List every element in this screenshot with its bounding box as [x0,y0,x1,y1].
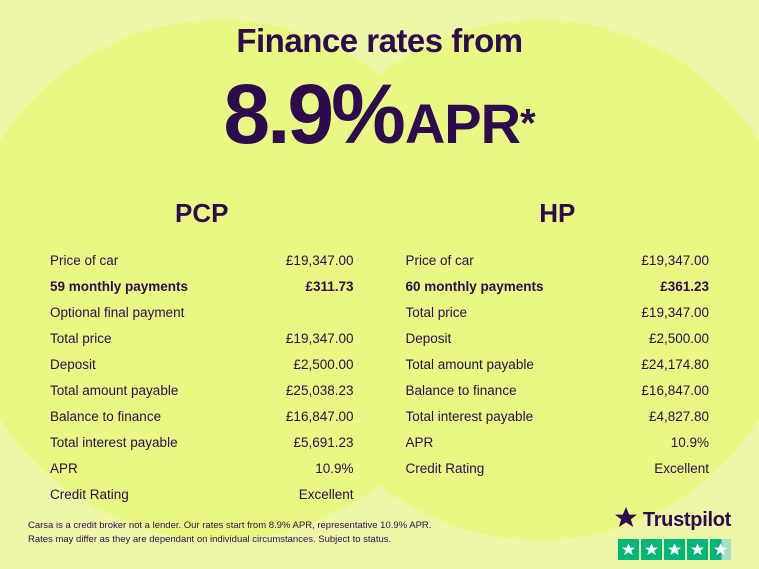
disclaimer-line-1: Carsa is a credit broker not a lender. Our rates start from 8.9% APR, representative 10.9% APR. [28,519,432,531]
row-label: 59 monthly payments [50,278,189,294]
row-value: £5,691.23 [293,434,354,450]
row-label: Deposit [405,330,452,346]
row-value: 10.9% [315,460,354,476]
row-label: 60 monthly payments [405,278,544,294]
row-label: Credit Rating [50,486,129,502]
star-icon [641,539,662,560]
disclaimer-text [28,519,431,548]
row-value: £19,347.00 [285,252,354,268]
row-label: Total interest payable [405,408,534,424]
table-row [50,247,354,273]
star-icon [687,539,708,560]
table-row [50,455,354,481]
row-label: Balance to finance [405,382,517,398]
rate-asterisk: * [520,101,536,146]
half-star-icon [710,539,731,560]
poster-footer [0,497,759,569]
star-icon [664,539,685,560]
finance-table-pcp [24,198,380,507]
row-value: £16,847.00 [641,382,709,398]
table-row [50,403,354,429]
row-label: Balance to finance [50,408,162,424]
table-row [406,377,710,403]
row-value: £311.73 [305,278,354,294]
table-row [406,325,710,351]
row-value: Excellent [298,486,354,502]
table-row [406,455,710,481]
row-label: APR [405,434,434,450]
table-row [50,273,354,299]
row-value: £361.23 [660,278,709,294]
row-label: Price of car [405,252,474,268]
column-title-hp: HP [539,198,576,228]
row-label: Price of car [50,252,119,268]
column-title-pcp: PCP [175,198,229,228]
finance-tables [0,198,759,507]
row-value: Excellent [654,460,709,476]
disclaimer-line-2: Rates may differ as they are dependant on individual circumstances. Subject to status. [28,534,392,545]
table-row [50,429,354,455]
row-label: APR [50,460,78,476]
table-row [406,403,710,429]
row-value: 10.9% [670,434,709,450]
rate-number: 8.9% [223,67,403,161]
table-row [406,247,710,273]
row-label: Total price [405,304,468,320]
row-label: Total interest payable [50,434,178,450]
row-label: Total price [50,330,112,346]
row-label: Optional final payment [50,304,185,320]
row-label: Total amount payable [50,382,179,398]
table-row [406,351,710,377]
rate-display [0,67,759,161]
row-value: £25,038.23 [285,382,354,398]
trustpilot-rating [614,506,731,560]
row-value: £19,347.00 [641,304,709,320]
table-row [50,377,354,403]
finance-table-hp [380,198,736,507]
table-row [406,273,710,299]
row-value: £24,174.80 [641,356,709,372]
trustpilot-stars [618,539,731,560]
row-value: £4,827.80 [648,408,709,424]
row-value: £19,347.00 [641,252,709,268]
row-value: £2,500.00 [648,330,709,346]
table-row [50,325,354,351]
rate-apr-label: APR [404,92,521,155]
row-value: £16,847.00 [285,408,354,424]
table-row [50,351,354,377]
table-row [50,299,354,325]
row-value: £19,347.00 [285,330,354,346]
trustpilot-wordmark: Trustpilot [642,509,731,531]
trustpilot-logo [614,506,731,535]
row-value: £2,500.00 [293,356,354,372]
row-label: Credit Rating [405,460,485,476]
row-label: Deposit [50,356,96,372]
table-row [406,429,710,455]
row-label: Total amount payable [405,356,534,372]
table-row [406,299,710,325]
trustpilot-star-icon [614,506,638,535]
star-icon [618,539,639,560]
page-title: Finance rates from [236,22,523,59]
